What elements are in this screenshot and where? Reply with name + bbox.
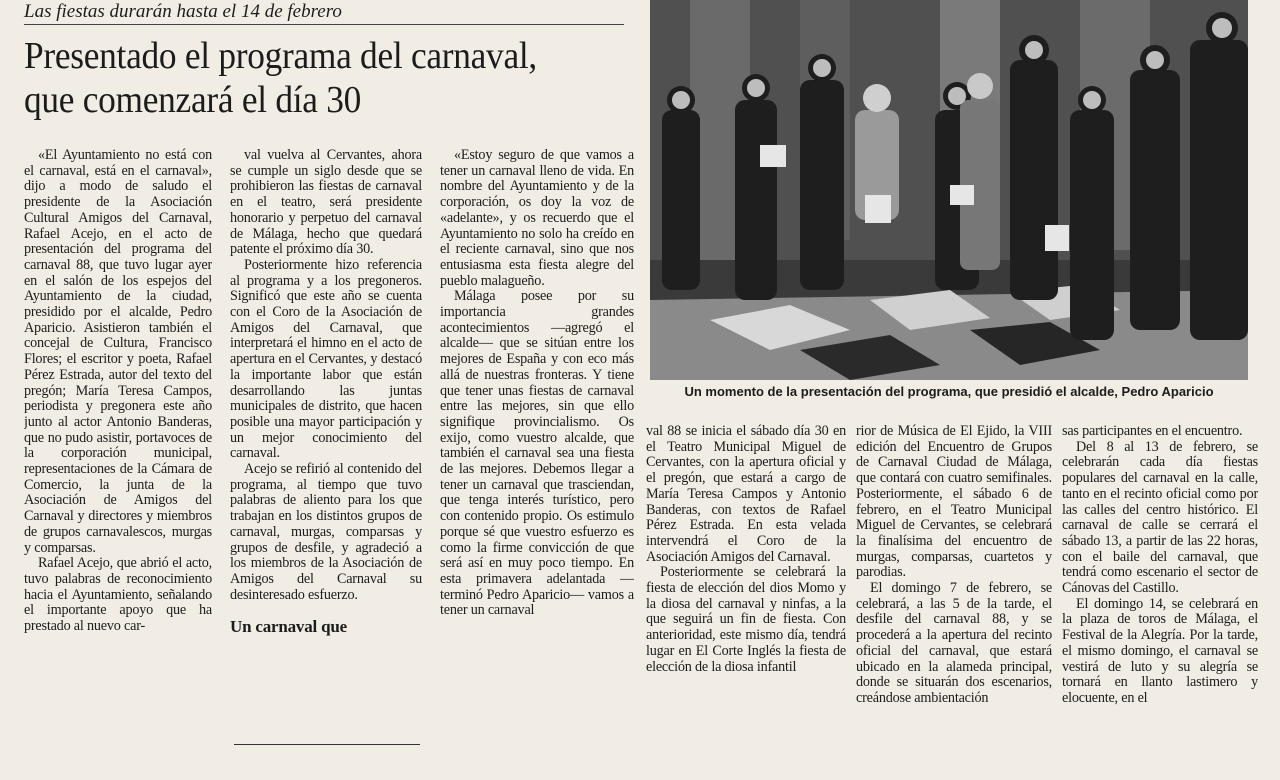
news-photo	[650, 0, 1248, 380]
paragraph: rior de Música de El Ejido, la VIII edición del Encuentro de Grupos de Carnaval Ciudad de Málaga, que contará con cuatro semifinales. Posteriormente, el sábado 6 de febrero, en el Teatro Municipal Miguel de Cervantes, se celebrará la finalísima del encuentro de murgas, comparsas, cuartetos y parodias.	[856, 424, 1052, 581]
paragraph: Posteriormente se celebrará la fiesta de elección del dios Momo y la diosa del carnaval y ninfas, a la que seguirá un fin de fiesta. Con anterioridad, este mismo día, tendrá lugar en El Corte Inglés la fiesta de elección de la diosa infantil	[646, 564, 846, 675]
paragraph: Del 8 al 13 de febrero, se celebrarán cada día fiestas populares del carnaval en la calle, tanto en el recinto oficial como por las calles del centro histórico. El carnaval de calle se cerrará el sábado 13, a partir de las 22 horas, con el baile del carnaval, que tendrá como escenario el sector de Cánovas del Castillo.	[1062, 438, 1258, 597]
paragraph: val vuelva al Cervantes, ahora se cumple un siglo desde que se prohibieron las fiestas de carnaval en el teatro, será presidente honorario y perpetuo del carnaval de Málaga, hecho que quedará patente el próximo día 30.	[230, 148, 422, 258]
paragraph: val 88 se inicia el sábado día 30 en el Teatro Municipal Miguel de Cervantes, con la apertura oficial y el pregón, que estará a cargo de María Teresa Campos y Antonio Banderas, con textos de Rafael Pérez Estrada. En esta velada intervendrá el Coro de la Asociación Amigos del Carnaval.	[646, 424, 846, 565]
article-column-2	[230, 148, 422, 780]
article-column-1	[24, 148, 212, 780]
article-column-6	[1062, 424, 1258, 780]
subheading: Un carnaval que	[230, 617, 347, 637]
photo-illustration	[650, 0, 1248, 380]
headline: Presentado el programa del carnaval, que comenzará el día 30	[24, 35, 537, 121]
paragraph: «El Ayuntamiento no está con el carnaval, está en el carnaval», dijo a modo de saludo el presidente de la Asociación Cultural Amigos del Carnaval, Rafael Acejo, en el acto de presentación del programa del carnaval 88, que tuvo lugar ayer en el salón de los espejos del Ayuntamiento de la ciudad, presidido por el alcalde, Pedro Aparicio. Asistieron también el concejal de Cultura, Francisco Flores; el escritor y poeta, Rafael Pérez Estrada, autor del texto del pregón; María Teresa Campos, periodista y pregonera este año junto al actor Antonio Banderas, que no pudo asistir, portavoces de la corporación municipal, representaciones de la Cámara de Comercio, la junta de la Asociación de Amigos del Carnaval y directores y miembros de grupos carnavalescos, murgas y comparsas.	[24, 148, 212, 556]
paragraph: Posteriormente hizo referencia al programa y a los pregoneros. Significó que este año se cuenta con el Coro de la Asociación de Amigos del Carnaval, que interpretará el himno en el acto de apertura en el Cervantes, y destacó la importante labor que están desarrollando las juntas municipales de distrito, que hacen posible una mayor participación y un mejor conocimiento del carnaval.	[230, 256, 422, 462]
article-column-4	[646, 424, 846, 780]
paragraph: El domingo 14, se celebrará en la plaza de toros de Málaga, el Festival de la Alegría. Por la tarde, el mismo domingo, el carnaval se vestirá de luto y su alegría se tornará en llanto lastimero y elocuente, en el	[1062, 595, 1258, 706]
article-column-3	[440, 148, 634, 780]
paragraph: «Estoy seguro de que vamos a tener un carnaval lleno de vida. En nombre del Ayuntamiento y de la corporación, os doy la voz de «adelante», y os recuerdo que el Ayuntamiento no solo ha creído en el reciente carnaval, sino que nos entusiasma esta fiesta alegre del pueblo malagueño.	[440, 148, 634, 289]
kicker: Las fiestas durarán hasta el 14 de febrero	[24, 0, 624, 25]
paragraph: Rafael Acejo, que abrió el acto, tuvo palabras de reconocimiento hacia el Ayuntamiento, señalando el importante apoyo que ha prestado al nuevo car-	[24, 555, 212, 635]
article-column-5	[856, 424, 1052, 780]
paragraph: Acejo se refirió al contenido del programa, al tiempo que tuvo palabras de aliento para los que trabajan en los distintos grupos de carnaval, murgas, comparsas y grupos de desfile, y agradeció a los miembros de la Asociación de Amigos del Carnaval su desinteresado esfuerzo.	[230, 461, 422, 603]
section-divider	[234, 744, 420, 745]
paragraph: El domingo 7 de febrero, se celebrará, a las 5 de la tarde, el desfile del carnaval 88, y se procederá a la apertura del recinto oficial del carnaval, que estará ubicado en la alameda principal, donde se situarán dos escenarios, creándose ambientación	[856, 580, 1052, 706]
paragraph: Málaga posee por su importancia grandes acontecimientos —agregó el alcalde— que se sitúan entre los mejores de España y con eco más allá de nuestras fronteras. Y tiene que tener unas fiestas de carnaval entre las mejores, sin que ello signifique provincialismo. Os exijo, como vuestro alcalde, que también el carnaval sea una fiesta de las mejores. Debemos llegar a tener un carnaval que trasciendan, que tenga interés turístico, pero con contenido propio. Os estimulo porque sé que vuestro esfuerzo es como la firme convicción de que será así en muy poco tiempo. En esta primavera adelantada —terminó Pedro Aparicio— vamos a tener un carnaval	[440, 288, 634, 619]
photo-caption: Un momento de la presentación del programa, que presidió el alcalde, Pedro Aparicio	[684, 384, 1214, 399]
paragraph: sas participantes en el encuentro.	[1062, 424, 1243, 439]
